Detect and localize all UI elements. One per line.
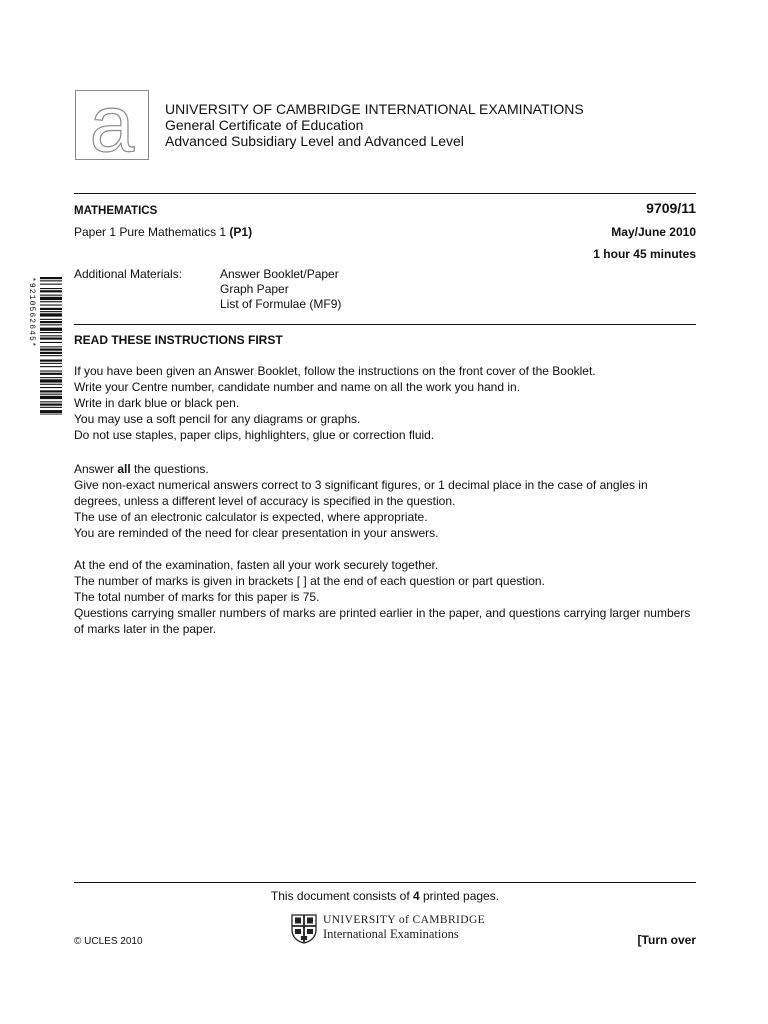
barcode-bar — [40, 338, 62, 340]
paper-short-code: (P1) — [229, 225, 253, 239]
cambridge-name: UNIVERSITY of CAMBRIDGE — [323, 914, 486, 926]
crest-icon — [291, 914, 317, 944]
barcode-bar — [40, 295, 62, 296]
barcode-bar — [40, 319, 62, 320]
material-item: Graph Paper — [220, 282, 289, 296]
instruction-line: At the end of the examination, fasten all your work securely together. — [74, 558, 439, 572]
barcode-bar — [40, 415, 62, 416]
subject-name: MATHEMATICS — [74, 205, 158, 217]
barcode-bar — [40, 387, 62, 388]
barcode-bar — [40, 290, 62, 292]
paper-code: 9709/11 — [646, 200, 696, 216]
answer-all: all — [117, 462, 131, 476]
barcode-bar — [40, 308, 62, 310]
barcode-bar — [40, 404, 62, 406]
instruction-line: The total number of marks for this paper is 75. — [74, 590, 320, 604]
barcode-bar — [40, 321, 62, 323]
barcode — [26, 277, 64, 415]
instruction-line: If you have been given an Answer Booklet, follow the instructions on the front cover of the Booklet. — [74, 364, 596, 378]
barcode-bar — [40, 373, 62, 375]
instruction-line: Give non-exact numerical answers correct to 3 significant figures, or 1 decimal place in the case of angles in degrees, unless a different level of accuracy is specified in the question. — [74, 478, 648, 508]
barcode-bar — [40, 363, 62, 364]
instruction-line — [74, 461, 696, 477]
barcode-bar — [40, 377, 62, 378]
instruction-line: Write in dark blue or black pen. — [74, 396, 240, 410]
logo-letter: a — [89, 91, 135, 159]
cambridge-subtitle: International Examinations — [323, 927, 459, 941]
instruction-line: Do not use staples, paper clips, highlighters, glue or correction fluid. — [74, 428, 435, 442]
barcode-bar — [40, 352, 62, 354]
barcode-bar — [40, 410, 62, 413]
instruction-line: The number of marks is given in brackets [ ] at the end of each question or part question. — [74, 574, 545, 588]
barcode-bar — [40, 407, 62, 408]
instruction-line: Questions carrying smaller numbers of marks are printed earlier in the paper, and questions carrying larger numbers of marks later in the paper. — [74, 606, 691, 636]
materials-label: Additional Materials: — [74, 267, 183, 281]
barcode-bar — [40, 332, 62, 333]
top-divider — [74, 193, 696, 194]
barcode-bar — [40, 342, 62, 343]
barcode-bar — [40, 284, 62, 285]
barcode-bar — [40, 335, 62, 336]
paper-title — [74, 224, 252, 240]
barcode-bar — [40, 280, 62, 281]
qualification-title: General Certificate of Education — [165, 117, 364, 133]
turn-over-note: [Turn over — [637, 933, 696, 947]
barcode-bar — [40, 366, 62, 367]
page-count-note — [74, 889, 696, 903]
exam-session: May/June 2010 — [611, 225, 696, 239]
pages-prefix: This document consists of — [270, 889, 413, 903]
barcode-bar — [40, 360, 62, 362]
instruction-line: You are reminded of the need for clear presentation in your answers. — [74, 526, 439, 540]
material-item: Answer Booklet/Paper — [220, 267, 339, 281]
barcode-bar — [40, 390, 62, 392]
barcode-bar — [40, 305, 62, 306]
barcode-bars — [40, 277, 62, 415]
pages-suffix: printed pages. — [419, 889, 500, 903]
barcode-bar — [40, 301, 62, 302]
barcode-bar — [40, 328, 62, 331]
instruction-line: You may use a soft pencil for any diagrams or graphs. — [74, 412, 361, 426]
paper-name: Paper 1 Pure Mathematics 1 — [74, 225, 230, 239]
instructions-heading: READ THESE INSTRUCTIONS FIRST — [74, 333, 283, 347]
barcode-bar — [40, 346, 62, 347]
board-title: UNIVERSITY OF CAMBRIDGE INTERNATIONAL EXAMINATIONS — [165, 101, 584, 117]
barcode-bar — [40, 394, 62, 395]
barcode-bar — [40, 371, 62, 372]
barcode-digits: *9210562645* — [27, 277, 36, 348]
barcode-bar — [40, 384, 62, 385]
barcode-bar — [40, 396, 62, 399]
barcode-bar — [40, 277, 62, 279]
mid-divider — [74, 324, 696, 325]
cambridge-logo — [291, 914, 485, 944]
pages-count: 4 — [412, 889, 420, 903]
level-title: Advanced Subsidiary Level and Advanced Level — [165, 133, 464, 149]
barcode-bar — [40, 313, 62, 316]
barcode-bar — [40, 324, 62, 325]
instructions-block-3 — [74, 557, 696, 637]
barcode-bar — [40, 401, 62, 402]
barcode-bar — [40, 379, 62, 382]
instruction-line: The use of an electronic calculator is expected, where appropriate. — [74, 510, 428, 524]
barcode-bar — [40, 311, 62, 312]
barcode-bar — [40, 355, 62, 356]
instruction-line: Write your Centre number, candidate number and name on all the work you hand in. — [74, 380, 521, 394]
answer-prefix: Answer — [74, 462, 118, 476]
copyright: © UCLES 2010 — [74, 936, 143, 947]
answer-suffix: the questions. — [130, 462, 209, 476]
barcode-bar — [40, 349, 62, 351]
material-item: List of Formulae (MF9) — [220, 297, 342, 311]
barcode-bar — [40, 288, 62, 289]
barcode-bar — [40, 297, 62, 300]
exam-board-logo — [75, 90, 149, 160]
footer-divider — [74, 882, 696, 883]
instructions-block-1 — [74, 363, 696, 443]
instructions-block-2 — [74, 461, 696, 541]
exam-duration: 1 hour 45 minutes — [593, 247, 696, 261]
